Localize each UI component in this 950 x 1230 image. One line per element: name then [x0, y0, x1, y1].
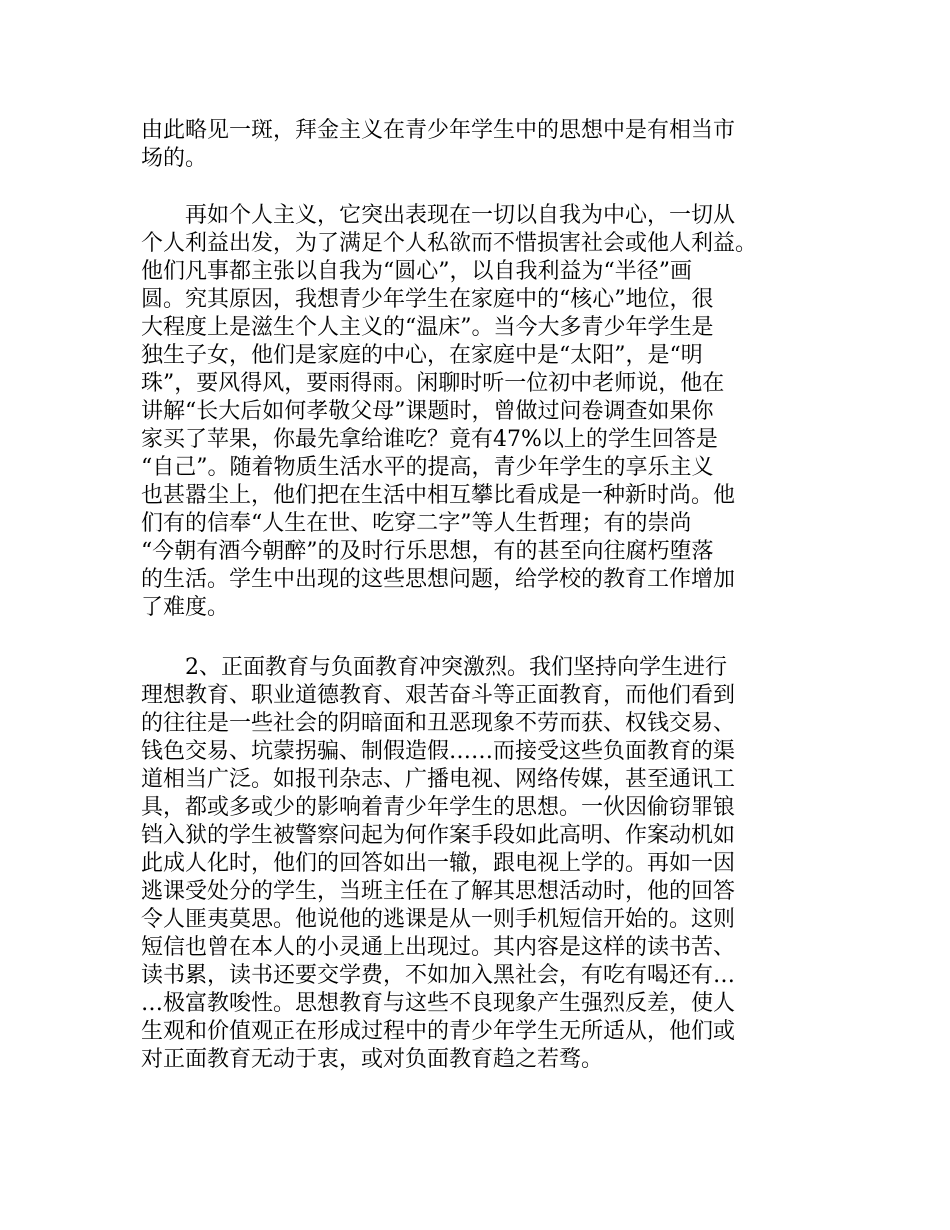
text-line: 铛入狱的学生被警察问起为何作案手段如此高明、作案动机如	[141, 823, 736, 848]
text-line: 讲解“长大后如何孝敬父母”课题时，曾做过问卷调查如果你	[141, 399, 714, 424]
text-line: 道相当广泛。如报刊杂志、广播电视、网络传媒，甚至通讯工	[141, 767, 736, 792]
text-line: 逃课受处分的学生，当班主任在了解其思想活动时，他的回答	[141, 879, 736, 904]
text-line: 读书累，读书还要交学费，不如加入黑社会，有吃有喝还有…	[141, 963, 736, 988]
text-line: 再如个人主义，它突出表现在一切以自我为中心，一切从	[141, 203, 736, 228]
text-line: 们有的信奉“人生在世、吃穿二字”等人生哲理；有的崇尚	[141, 511, 692, 536]
text-line: 圆。究其原因，我想青少年学生在家庭中的“核心”地位，很	[141, 287, 714, 312]
text-line: 对正面教育无动于衷，或对负面教育趋之若骛。	[141, 1047, 604, 1072]
text-line: 令人匪夷莫思。他说他的逃课是从一则手机短信开始的。这则	[141, 907, 736, 932]
text-line: 独生子女，他们是家庭的中心，在家庭中是“太阳”，是“明	[141, 343, 703, 368]
text-line: 他们凡事都主张以自我为“圆心”，以自我利益为“半径”画	[141, 259, 692, 284]
text-line: 理想教育、职业道德教育、艰苦奋斗等正面教育，而他们看到	[141, 683, 736, 708]
text-line: 个人利益出发，为了满足个人私欲而不惜损害社会或他人利益。	[141, 231, 758, 256]
text-line: 珠”，要风得风，要雨得雨。闲聊时听一位初中老师说，他在	[141, 371, 725, 396]
paragraph-3	[141, 654, 831, 1074]
text-line: 家买了苹果，你最先拿给谁吃？竟有47%以上的学生回答是	[141, 427, 718, 452]
text-line: 由此略见一斑，拜金主义在青少年学生中的思想中是有相当市	[141, 118, 736, 143]
text-line: 钱色交易、坑蒙拐骗、制假造假……而接受这些负面教育的渠	[141, 739, 736, 764]
text-line: “自己”。随着物质生活水平的提高，青少年学生的享乐主义	[141, 455, 714, 480]
text-line: 具，都或多或少的影响着青少年学生的思想。一伙因偷窃罪锒	[141, 795, 736, 820]
text-line: 的生活。学生中出现的这些思想问题，给学校的教育工作增加	[141, 567, 736, 592]
text-line: “今朝有酒今朝醉”的及时行乐思想，有的甚至向往腐朽堕落	[141, 539, 714, 564]
text-line: 2、正面教育与负面教育冲突激烈。我们坚持向学生进行	[141, 655, 727, 680]
text-line: 了难度。	[141, 595, 230, 620]
text-line: 也甚嚣尘上，他们把在生活中相互攀比看成是一种新时尚。他	[141, 483, 736, 508]
text-line: 场的。	[141, 146, 208, 171]
text-line: 生观和价值观正在形成过程中的青少年学生无所适从，他们或	[141, 1019, 736, 1044]
text-line: 大程度上是滋生个人主义的“温床”。当今大多青少年学生是	[141, 315, 714, 340]
paragraph-1	[141, 117, 831, 173]
paragraph-2	[141, 202, 831, 622]
text-line: 此成人化时，他们的回答如出一辙，跟电视上学的。再如一因	[141, 851, 736, 876]
text-line: …极富教唆性。思想教育与这些不良现象产生强烈反差，使人	[141, 991, 736, 1016]
text-line: 短信也曾在本人的小灵通上出现过。其内容是这样的读书苦、	[141, 935, 736, 960]
text-line: 的往往是一些社会的阴暗面和丑恶现象不劳而获、权钱交易、	[141, 711, 736, 736]
